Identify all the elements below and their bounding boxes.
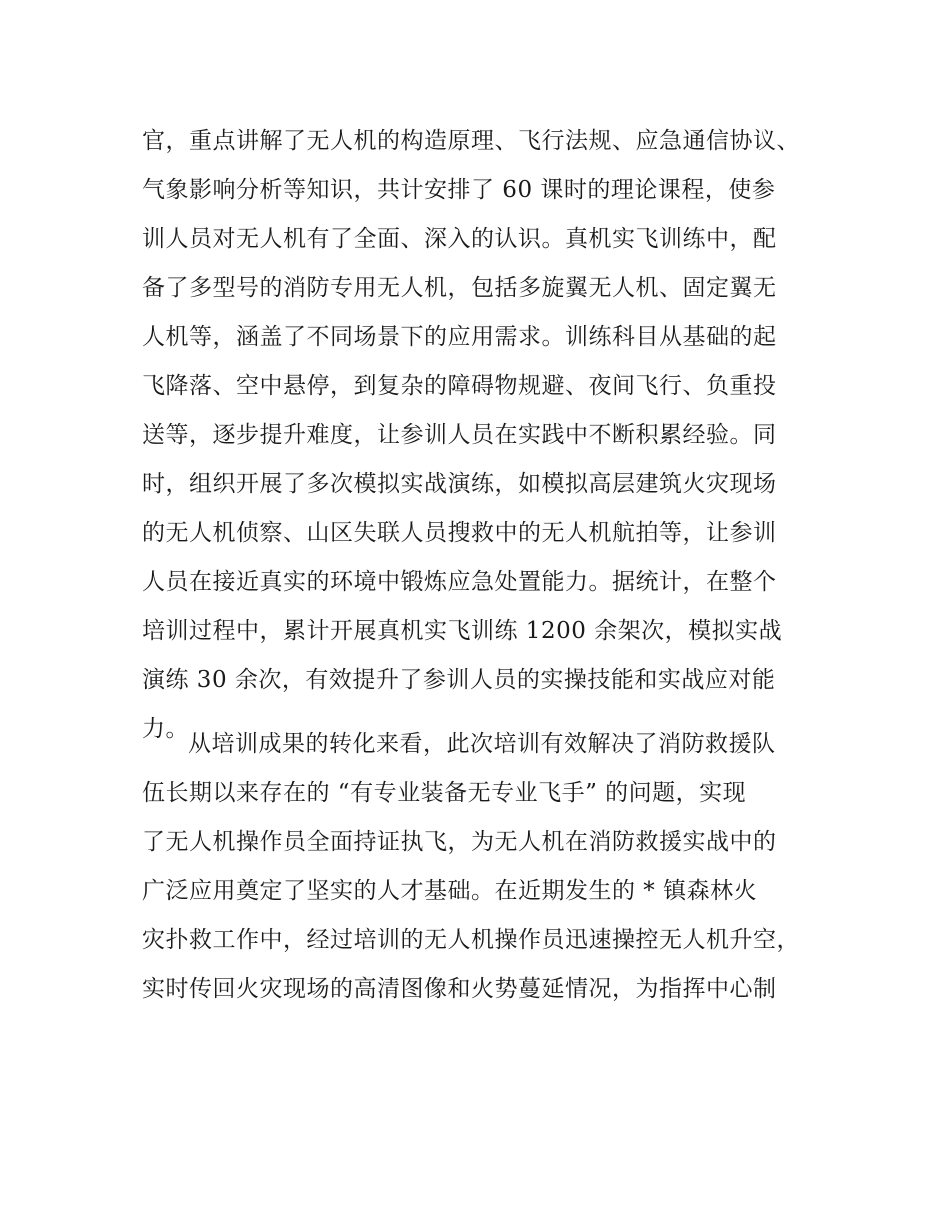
text-line-indented: 从培训成果的转化来看，此次培训有效解决了消防救援队 — [188, 731, 776, 757]
text-line: 力。 — [142, 716, 189, 742]
text-line: 的无人机侦察、山区失联人员搜救中的无人机航拍等，让参训 — [142, 520, 777, 546]
text-line: 人机等，涵盖了不同场景下的应用需求。训练科目从基础的起 — [142, 324, 777, 350]
text-line: 飞降落、空中悬停，到复杂的障碍物规避、夜间飞行、负重投 — [142, 373, 777, 399]
paragraph-1 — [142, 117, 822, 754]
text-line: 训人员对无人机有了全面、深入的认识。真机实飞训练中，配 — [142, 226, 777, 252]
text-line: 时，组织开展了多次模拟实战演练，如模拟高层建筑火灾现场 — [142, 471, 777, 497]
text-line: 实时传回火灾现场的高清图像和火势蔓延情况，为指挥中心制 — [142, 976, 777, 1002]
text-line: 培训过程中，累计开展真机实飞训练 1200 余架次，模拟实战 — [142, 618, 783, 644]
text-line: 人员在接近真实的环境中锻炼应急处置能力。据统计，在整个 — [142, 569, 777, 595]
text-line: 广泛应用奠定了坚实的人才基础。在近期发生的 * 镇森林火 — [142, 878, 758, 904]
text-line: 送等，逐步提升难度，让参训人员在实践中不断积累经验。同 — [142, 422, 777, 448]
text-line: 了无人机操作员全面持证执飞，为无人机在消防救援实战中的 — [142, 829, 777, 855]
text-line: 官，重点讲解了无人机的构造原理、飞行法规、应急通信协议、 — [142, 128, 800, 154]
text-line: 气象影响分析等知识，共计安排了 60 课时的理论课程，使参 — [142, 177, 776, 203]
text-line: 备了多型号的消防专用无人机，包括多旋翼无人机、固定翼无 — [142, 275, 777, 301]
text-line: 演练 30 余次，有效提升了参训人员的实操技能和实战应对能 — [142, 667, 776, 693]
text-line: 伍长期以来存在的 “有专业装备无专业飞手” 的问题，实现 — [142, 780, 747, 806]
text-line: 灾扑救工作中，经过培训的无人机操作员迅速操控无人机升空， — [142, 927, 800, 953]
paragraph-2 — [142, 720, 822, 1014]
